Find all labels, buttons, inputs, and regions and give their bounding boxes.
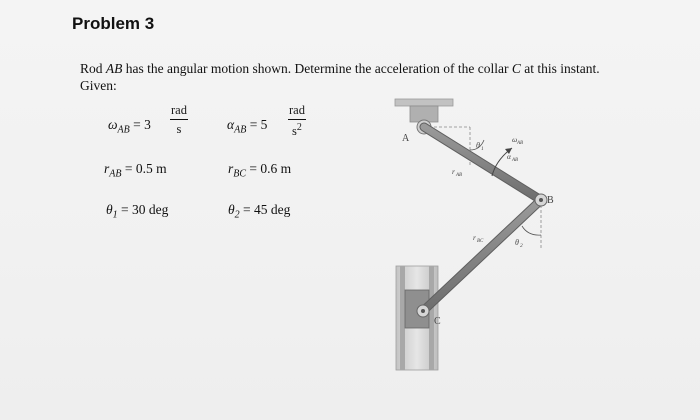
label-r-bc: r (473, 233, 476, 242)
statement-part-2: has the angular motion shown. Determine the acceleration of the collar (122, 61, 512, 76)
label-theta2: θ (515, 238, 519, 247)
label-r-bc-sub: BC (477, 239, 484, 244)
alpha-units-den-sup: 2 (296, 122, 302, 133)
r-bc-symbol: r (228, 161, 234, 176)
label-r-ab-sub: AB (456, 173, 463, 178)
rod-bc (423, 200, 541, 311)
omega-symbol: ω (108, 117, 118, 132)
alpha-units (288, 103, 306, 139)
theta2-value: = 45 deg (239, 202, 291, 217)
label-omega-ab: ω (512, 135, 518, 144)
pin-b-center (539, 198, 543, 202)
statement-part-1: Rod (80, 61, 106, 76)
problem-statement (80, 60, 690, 77)
label-theta1-sub: 1 (481, 146, 484, 152)
given-theta1 (106, 202, 168, 221)
r-bc-subscript: BC (233, 168, 247, 180)
alpha-value: = 5 (246, 117, 268, 132)
theta1-value: = 30 deg (117, 202, 169, 217)
label-alpha-ab-sub: AB (512, 158, 519, 163)
r-bc-value: = 0.6 m (246, 161, 292, 176)
alpha-symbol: α (227, 117, 235, 132)
given-alpha-ab (227, 117, 267, 136)
pin-c-center (421, 309, 425, 313)
guide-rail-left (400, 266, 405, 370)
alpha-units-den-s: s (292, 124, 297, 139)
label-omega-ab-sub: AB (517, 141, 524, 146)
r-ab-subscript: AB (109, 168, 122, 180)
r-ab-value: = 0.5 m (121, 161, 167, 176)
theta1-subscript: 1 (112, 209, 118, 221)
collar-guide (396, 266, 438, 370)
rod-ab (424, 127, 541, 200)
statement-collar: C (511, 61, 521, 76)
label-theta1: θ (476, 141, 480, 150)
support-plate (395, 99, 453, 106)
label-theta2-sub: 2 (520, 243, 523, 249)
theta2-arc (522, 226, 541, 235)
omega-value: = 3 (129, 117, 151, 132)
alpha-units-num: rad (288, 103, 306, 120)
theta2-symbol: θ (228, 202, 235, 217)
label-b: B (547, 195, 554, 206)
problem-title: Problem 3 (72, 14, 155, 33)
omega-subscript: AB (117, 124, 130, 136)
label-r-ab: r (452, 167, 455, 176)
given-theta2 (228, 202, 290, 221)
label-a: A (402, 133, 410, 144)
theta2-subscript: 2 (234, 209, 240, 221)
given-r-bc (228, 161, 291, 180)
omega-units-num: rad (170, 103, 188, 120)
omega-units-den: s (176, 122, 182, 136)
given-r-ab (104, 161, 167, 180)
mechanism-figure (370, 92, 690, 412)
statement-rod: AB (105, 61, 123, 76)
label-alpha-ab: α (507, 152, 511, 161)
given-omega-ab (108, 117, 151, 136)
alpha-units-den (288, 120, 306, 139)
statement-part-3: at this instant. (520, 61, 600, 76)
theta1-symbol: θ (106, 202, 113, 217)
r-ab-symbol: r (104, 161, 110, 176)
omega-units (170, 103, 188, 137)
label-c: C (434, 316, 441, 327)
alpha-subscript: AB (234, 124, 247, 136)
given-label: Given: (80, 78, 117, 93)
